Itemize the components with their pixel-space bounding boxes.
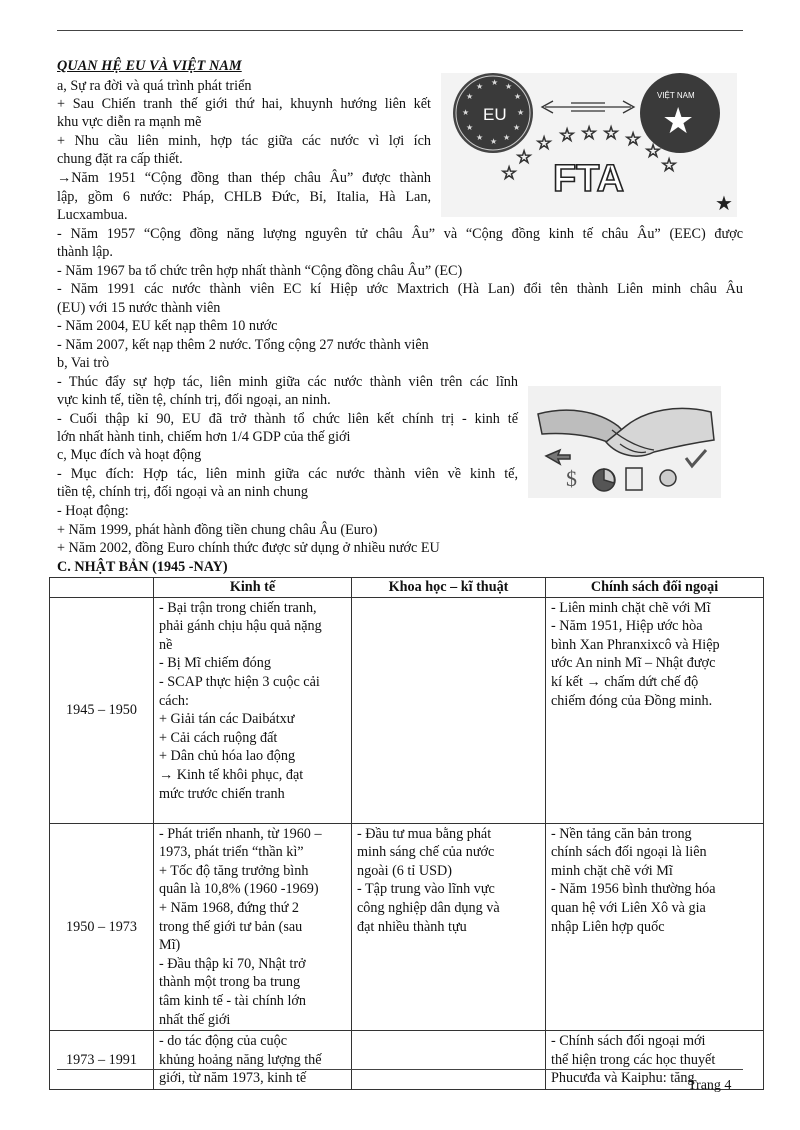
eu-text-line: - Hoạt động: <box>57 503 129 519</box>
svg-text:☆: ☆ <box>645 141 662 161</box>
header-rule <box>57 30 743 31</box>
eu-text-line: a, Sự ra đời và quá trình phát triển <box>57 78 252 94</box>
cell-text-line: - Năm 1956 bình thường hóa <box>551 881 716 898</box>
eu-text-line: - Năm 2007, kết nạp thêm 2 nước. Tổng cộng 27 nước thành viên <box>57 337 429 353</box>
eu-text-line: + Nhu cầu liên minh, hợp tác giữa các nước vì lợi ích <box>57 133 431 149</box>
fta-label: FTA <box>553 158 625 200</box>
cell-text-line: + Dân chủ hóa lao động <box>159 748 296 765</box>
table-row <box>50 597 764 823</box>
economy-cell <box>154 1031 352 1090</box>
cell-text-line: - Năm 1951, Hiệp ước hòa <box>551 618 703 635</box>
eu-text-line: khu vực diễn ra mạnh mẽ <box>57 114 202 130</box>
period-cell: 1973 – 1991 <box>50 1031 154 1090</box>
eu-vietnam-fta-image <box>441 73 737 217</box>
svg-text:★: ★ <box>514 92 522 101</box>
svg-text:★: ★ <box>476 82 484 91</box>
economy-cell <box>154 597 352 823</box>
cell-text-line: + Năm 1968, đứng thứ 2 <box>159 899 300 916</box>
cell-text-line: - Đầu tư mua bằng phát <box>357 825 492 842</box>
cell-text-line: minh chặt chẽ với Mĩ <box>551 862 673 879</box>
eu-section-title: QUAN HỆ EU VÀ VIỆT NAM <box>57 58 242 74</box>
cell-text-line: khủng hoảng năng lượng thế <box>159 1051 322 1068</box>
svg-text:☆: ☆ <box>581 123 598 143</box>
cell-text-line: công nghiệp dân dụng và <box>357 899 500 916</box>
column-header-economy: Kinh tế <box>154 578 352 598</box>
eu-text-line: - Năm 1967 ba tổ chức trên hợp nhất thành “Cộng đồng châu Âu” (EC) <box>57 263 463 279</box>
eu-text-line: Lucxambua. <box>57 207 128 223</box>
eu-text-line: vực kinh tế, tiền tệ, chính trị, đối ngoại, an ninh. <box>57 392 331 408</box>
fta-illustration <box>441 73 737 217</box>
cell-text-line: - SCAP thực hiện 3 cuộc cải <box>159 673 320 690</box>
svg-text:★: ★ <box>491 78 499 87</box>
cell-text-line: - Nền tảng căn bản trong <box>551 825 692 842</box>
svg-text:$: $ <box>566 466 577 491</box>
svg-text:★: ★ <box>662 101 695 141</box>
cell-text-line: tâm kinh tế - tài chính lớn <box>159 992 306 1009</box>
cell-text-line: - Chính sách đối ngoại mới <box>551 1033 706 1050</box>
svg-text:★: ★ <box>490 137 498 146</box>
cell-text-line: giới, từ năm 1973, kinh tế <box>159 1070 307 1087</box>
cell-text-line: Mĩ) <box>159 937 181 954</box>
japan-table <box>49 577 764 1090</box>
svg-text:★: ★ <box>513 123 521 132</box>
period-cell: 1950 – 1973 <box>50 823 154 1031</box>
svg-text:★: ★ <box>505 82 513 91</box>
eu-text-line: lớn nhất hành tinh, chiếm hơn 1/4 GDP của thế giới <box>57 429 351 445</box>
eu-text-line: + Năm 2002, đồng Euro chính thức được sử dụng ở nhiều nước EU <box>57 540 440 556</box>
cell-text-line: - Bị Mĩ chiếm đóng <box>159 655 271 672</box>
svg-text:★: ★ <box>715 193 733 215</box>
cell-text-line: ước An ninh Mĩ – Nhật được <box>551 655 716 672</box>
eu-text-line: - Cuối thập kỉ 90, EU đã trở thành tổ chức liên kết chính trị - kinh tế <box>57 411 518 427</box>
cell-text-line: → Kinh tế khôi phục, đạt <box>159 766 304 783</box>
svg-text:★: ★ <box>466 92 474 101</box>
cell-text-line: ngoài (6 tỉ USD) <box>357 862 452 879</box>
cell-text-line: - Liên minh chặt chẽ với Mĩ <box>551 599 711 616</box>
handshake-image <box>528 386 721 498</box>
cell-text-line: quan hệ với Liên Xô và gia <box>551 899 706 916</box>
eu-text-line: chung đặt ra cấp thiết. <box>57 151 183 167</box>
svg-text:☆: ☆ <box>603 123 620 143</box>
cell-text-line: mức trước chiến tranh <box>159 785 285 802</box>
eu-text-line: - Năm 2004, EU kết nạp thêm 10 nước <box>57 318 278 334</box>
cell-text-line: quân là 10,8% (1960 -1969) <box>159 881 319 898</box>
cell-text-line: cách: <box>159 692 189 709</box>
eu-text-line: - Năm 1957 “Cộng đồng năng lượng nguyên tử châu Âu” và “Cộng đồng kinh tế châu Âu” (EEC) được <box>57 226 743 242</box>
svg-text:☆: ☆ <box>661 155 678 175</box>
eu-logo-label: EU <box>483 105 507 124</box>
cell-text-line: trong thế giới tư bản (sau <box>159 918 303 935</box>
cell-text-line: Phucưđa và Kaiphu: tăng <box>551 1070 695 1087</box>
cell-text-line: nhất thế giới <box>159 1011 231 1028</box>
svg-text:☆: ☆ <box>625 129 642 149</box>
cell-text-line: chiếm đóng của Đồng minh. <box>551 692 713 709</box>
eu-text-line: c, Mục đích và hoạt động <box>57 447 202 463</box>
cell-text-line: + Giải tán các Daibátxư <box>159 711 295 728</box>
cell-text-line: kí kết → chấm dứt chế độ <box>551 673 699 690</box>
svg-text:☆: ☆ <box>559 125 576 145</box>
cell-text-line: nhập Liên hợp quốc <box>551 918 665 935</box>
svg-text:★: ★ <box>466 123 474 132</box>
column-header-science: Khoa học – kĩ thuật <box>352 578 546 598</box>
eu-text-line: b, Vai trò <box>57 355 110 371</box>
eu-text-line: - Năm 1991 các nước thành viên EC kí Hiệp ước Maxtrich (Hà Lan) đổi tên thành Liên minh châu Âu <box>57 281 743 297</box>
cell-text-line: - Bại trận trong chiến tranh, <box>159 599 317 616</box>
eu-text-line: (EU) với 15 nước thành viên <box>57 300 221 316</box>
economy-cell <box>154 823 352 1031</box>
svg-text:★: ★ <box>517 108 525 117</box>
eu-text-line: - Thúc đẩy sự hợp tác, liên minh giữa các nước thành viên trên các lĩnh <box>57 374 518 390</box>
eu-text-line: →Năm 1951 “Cộng đồng than thép châu Âu” được thành <box>57 170 431 186</box>
svg-text:★: ★ <box>503 133 511 142</box>
handshake-illustration <box>528 386 721 498</box>
cell-text-line: đạt nhiều thành tựu <box>357 918 467 935</box>
cell-text-line: chính sách đối ngoại là liên <box>551 844 707 861</box>
eu-text-line: thành lập. <box>57 244 113 260</box>
cell-text-line: - do tác động của cuộc <box>159 1033 288 1050</box>
cell-text-line: + Cải cách ruộng đất <box>159 729 278 746</box>
foreign-cell <box>546 823 764 1031</box>
foreign-cell <box>546 597 764 823</box>
svg-text:☆: ☆ <box>516 147 533 167</box>
svg-text:★: ★ <box>462 108 470 117</box>
cell-text-line: minh sáng chế của nước <box>357 844 495 861</box>
table-row <box>50 823 764 1031</box>
column-header-foreign-policy: Chính sách đối ngoại <box>546 578 764 598</box>
svg-text:★: ★ <box>476 133 484 142</box>
cell-text-line: + Tốc độ tăng trưởng bình <box>159 862 309 879</box>
cell-text-line: thành một trong ba trung <box>159 974 301 991</box>
cell-text-line: bình Xan Phranxixcô và Hiệp <box>551 636 720 653</box>
eu-text-line: tiền tệ, chính trị, đối ngoại và an ninh chung <box>57 484 308 500</box>
science-cell <box>352 1031 546 1090</box>
science-cell <box>352 597 546 823</box>
cell-text-line: nề <box>159 636 173 653</box>
table-header-row <box>50 578 764 598</box>
cell-text-line: - Phát triển nhanh, từ 1960 – <box>159 825 322 842</box>
eu-text-line: + Năm 1999, phát hành đồng tiền chung châu Âu (Euro) <box>57 522 378 538</box>
svg-text:☆: ☆ <box>501 163 518 183</box>
page-number: Trang 4 <box>688 1078 732 1093</box>
footer-rule <box>57 1069 743 1070</box>
cell-text-line: - Đầu thập kỉ 70, Nhật trở <box>159 955 306 972</box>
science-cell <box>352 823 546 1031</box>
eu-text-line: + Sau Chiến tranh thế giới thứ hai, khuynh hướng liên kết <box>57 96 431 112</box>
table-row <box>50 1031 764 1090</box>
cell-text-line: 1973, phát triển “thần kì” <box>159 844 304 861</box>
vn-logo-label: VIỆT NAM <box>657 91 695 100</box>
cell-text-line: phải gánh chịu hậu quả nặng <box>159 618 322 635</box>
eu-text-line: lập, gồm 6 nước: Pháp, CHLB Đức, Bỉ, Italia, Hà Lan, <box>57 189 431 205</box>
eu-text-line: - Mục đích: Hợp tác, liên minh giữa các nước thành viên về kinh tế, <box>57 466 518 482</box>
period-cell: 1945 – 1950 <box>50 597 154 823</box>
cell-text-line: - Tập trung vào lĩnh vực <box>357 881 495 898</box>
japan-section-heading: C. NHẬT BẢN (1945 -NAY) <box>57 559 228 575</box>
svg-text:☆: ☆ <box>536 133 553 153</box>
cell-text-line: thể hiện trong các học thuyết <box>551 1051 716 1068</box>
column-header-period <box>50 578 154 598</box>
